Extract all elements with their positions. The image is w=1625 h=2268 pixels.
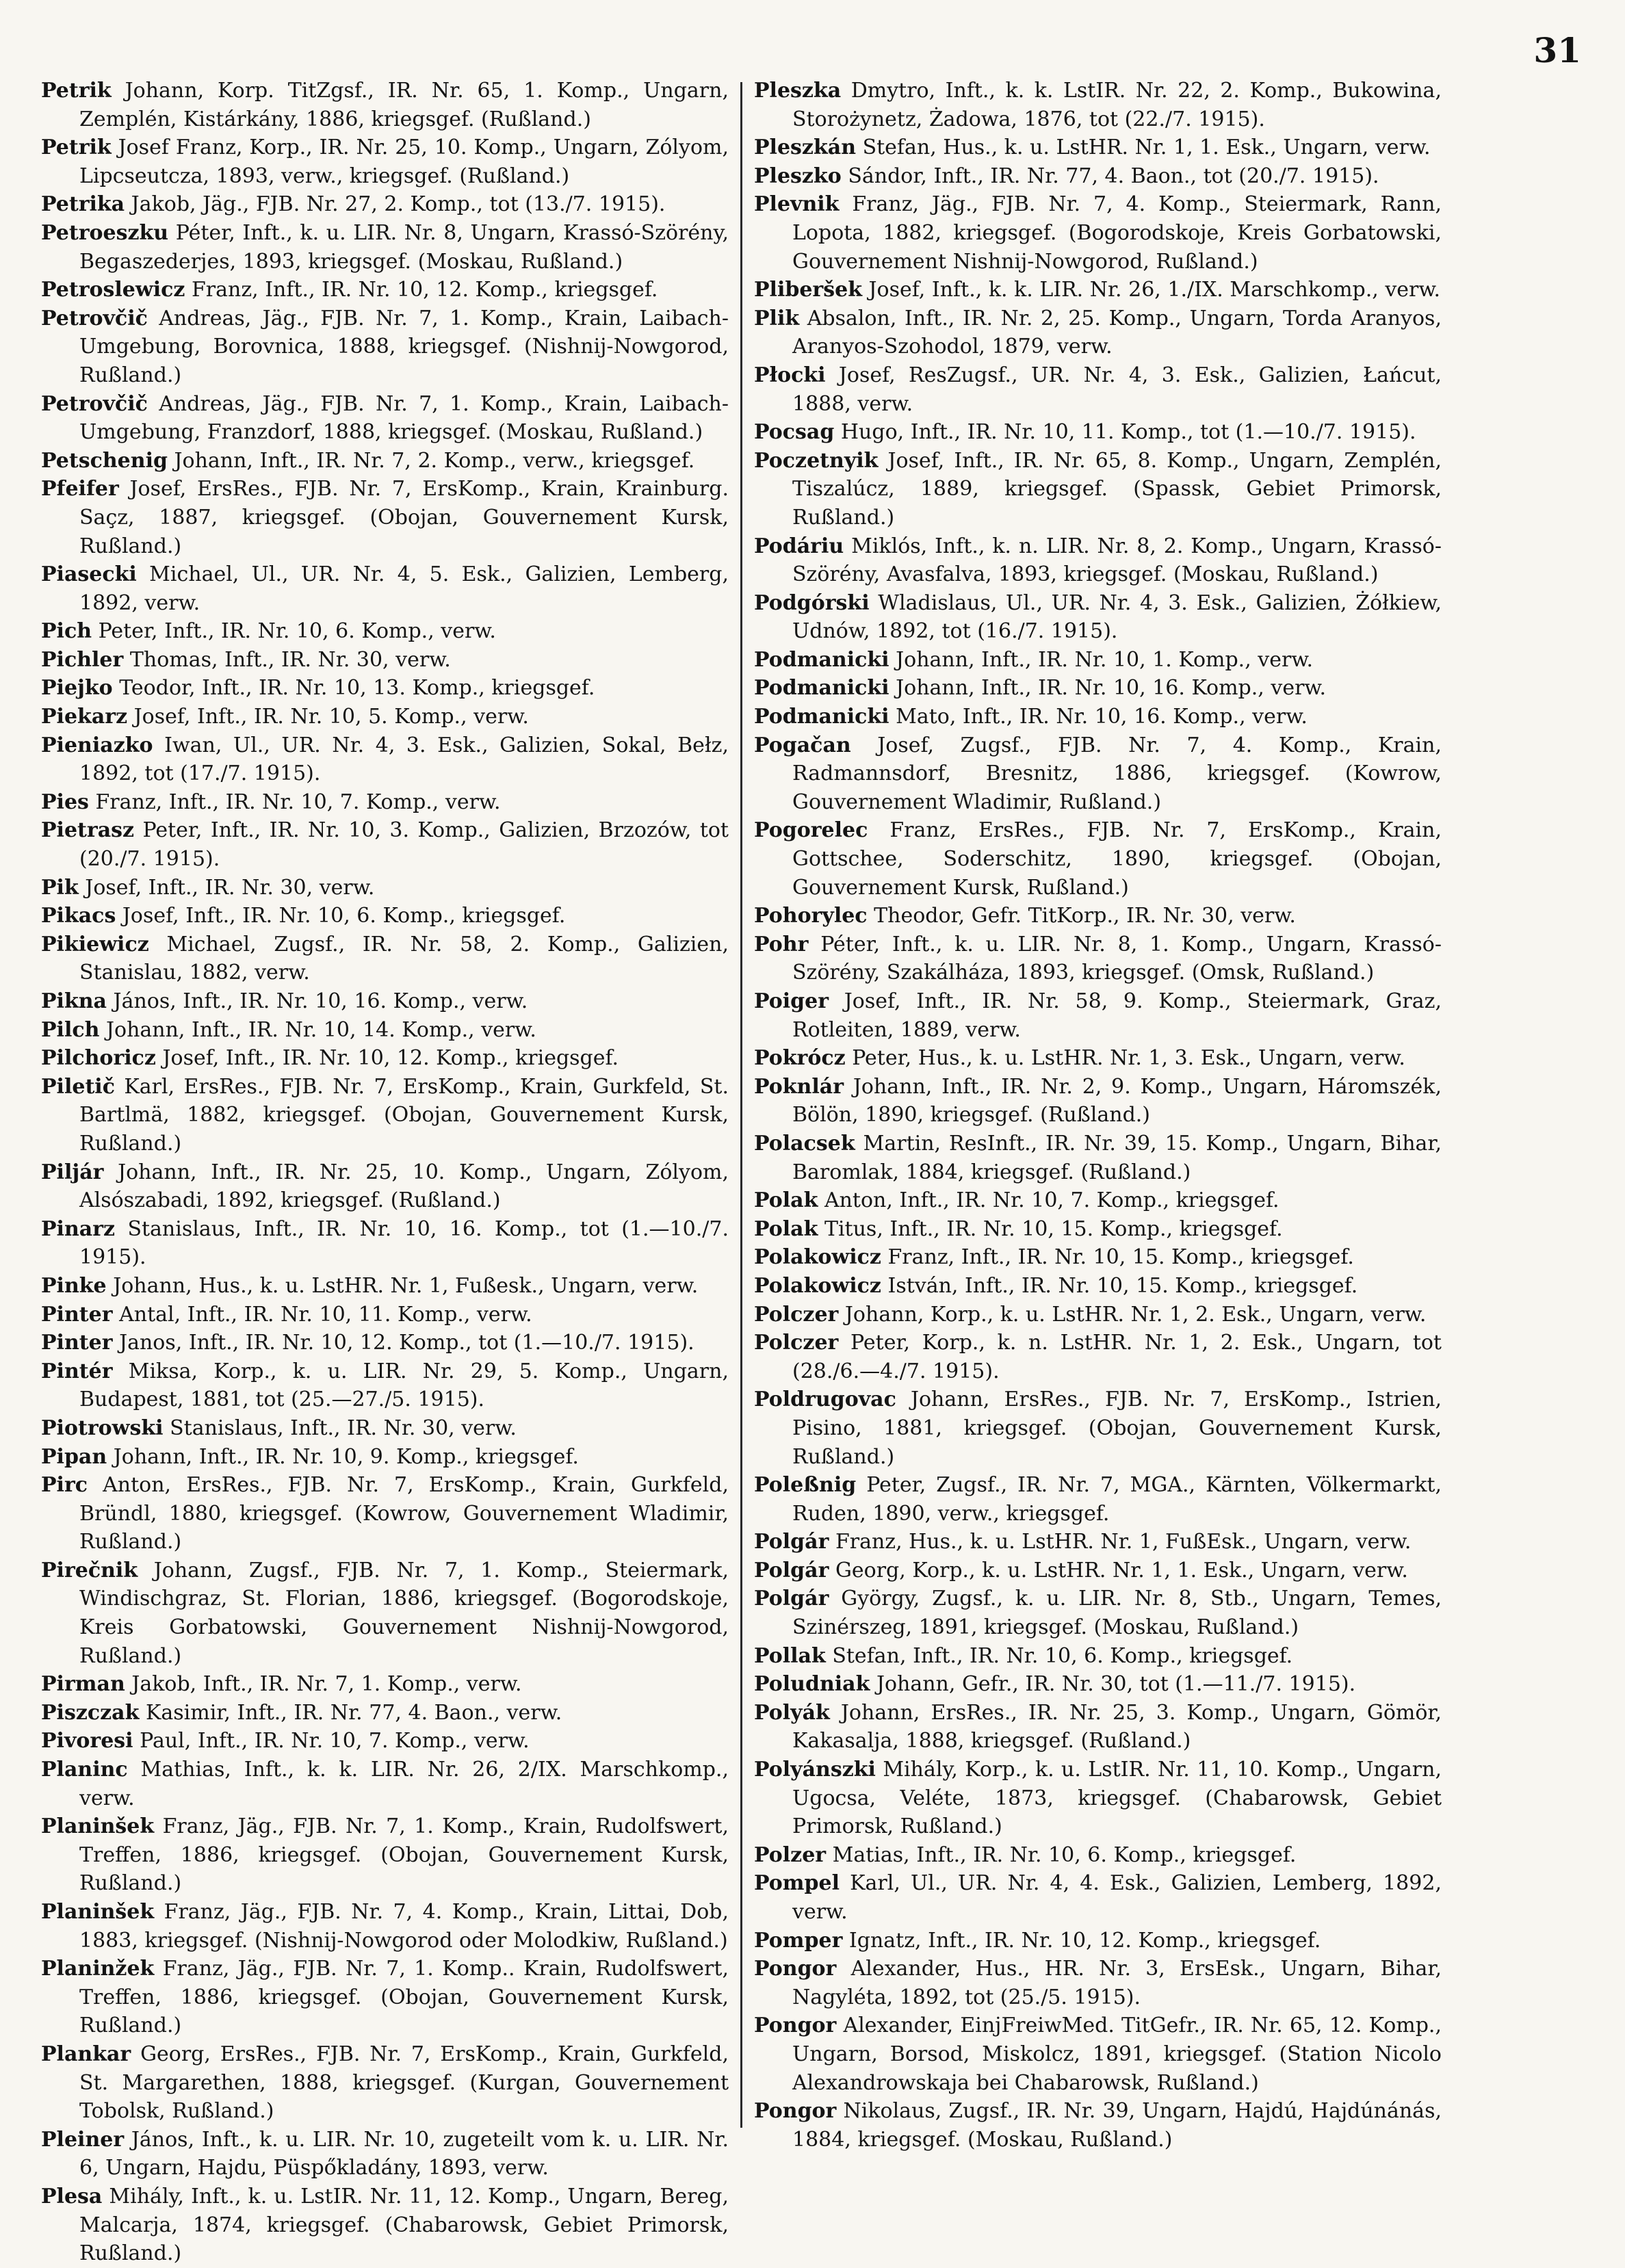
casualty-entry	[754, 1841, 1442, 1870]
entry-surname: Poknlár	[754, 1074, 844, 1099]
entry-surname: Pivoresi	[41, 1729, 133, 1754]
casualty-entry	[41, 674, 729, 703]
casualty-entry	[41, 788, 729, 817]
entry-details: Josef, Inft., IR. Nr. 30, verw.	[85, 875, 375, 900]
entry-details: Josef Franz, Korp., IR. Nr. 25, 10. Komp., Ungarn, Zólyom, Lipcseutcza, 1893, verw., kriegsgef. (Rußland.)	[79, 135, 729, 188]
casualty-entry	[41, 190, 729, 219]
entry-details: Johann, Inft., IR. Nr. 7, 2. Komp., verw., kriegsgef.	[174, 448, 695, 473]
entry-surname: Pieniazko	[41, 733, 153, 757]
entry-surname: Polak	[754, 1188, 818, 1213]
entry-surname: Podmanicki	[754, 647, 889, 672]
entry-surname: Plevnik	[754, 192, 840, 217]
entry-details: Josef, ErsRes., FJB. Nr. 7, ErsKomp., Krain, Krainburg. Saçz, 1887, kriegsgef. (Obojan, Gouvernement Kursk, Rußland.)	[79, 477, 729, 558]
casualty-entry	[754, 1585, 1442, 1641]
entry-surname: Pietrasz	[41, 818, 135, 843]
casualty-entry	[754, 1215, 1442, 1244]
casualty-entry	[754, 447, 1442, 532]
entry-details: Johann, ErsRes., FJB. Nr. 7, ErsKomp., Istrien, Pisino, 1881, kriegsgef. (Obojan, Gouvernement Kursk, Rußland.)	[792, 1387, 1442, 1469]
entry-details: Josef, Inft., IR. Nr. 65, 8. Komp., Ungarn, Zemplén, Tiszalúcz, 1889, kriegsgef. (Spassk, Gebiet Primorsk, Rußland.)	[792, 448, 1442, 530]
entry-surname: Pohr	[754, 932, 809, 956]
entry-details: Michael, Zugsf., IR. Nr. 58, 2. Komp., Galizien, Stanislau, 1882, verw.	[79, 932, 729, 985]
entry-surname: Petrik	[41, 79, 112, 103]
entry-details: Johann, Gefr., IR. Nr. 30, tot (1.—11./7. 1915).	[876, 1672, 1356, 1697]
casualty-entry	[754, 532, 1442, 589]
entry-details: Dmytro, Inft., k. k. LstIR. Nr. 22, 2. Komp., Bukowina, Storożynetz, Żadowa, 1876, tot (22./7. 1915).	[792, 79, 1442, 131]
casualty-entry	[754, 1642, 1442, 1671]
entry-surname: Pik	[41, 875, 79, 900]
casualty-entry	[754, 1756, 1442, 1841]
entry-details: Johann, Inft., IR. Nr. 10, 14. Komp., verw.	[105, 1017, 536, 1042]
entry-details: Franz, Jäg., FJB. Nr. 7, 1. Komp.. Krain, Rudolfswert, Treffen, 1886, kriegsgef. (Obojan, Gouvernement Kursk, Rußland.)	[79, 1957, 729, 2038]
entry-details: Josef, Inft., k. k. LIR. Nr. 26, 1./IX. Marschkomp., verw.	[868, 278, 1441, 302]
entry-surname: Petroeszku	[41, 220, 169, 245]
casualty-entry	[754, 2011, 1442, 2097]
casualty-entry	[41, 731, 729, 788]
casualty-entry	[754, 930, 1442, 987]
entry-surname: Polgár	[754, 1558, 829, 1582]
entry-details: Martin, ResInft., IR. Nr. 39, 15. Komp., Ungarn, Bihar, Baromlak, 1884, kriegsgef. (Rußland.)	[792, 1131, 1442, 1184]
casualty-entry	[41, 1073, 729, 1158]
entry-details: Nikolaus, Zugsf., IR. Nr. 39, Ungarn, Hajdú, Hajdúnánás, 1884, kriegsgef. (Moskau, Rußland.)	[792, 2099, 1442, 2152]
entry-surname: Pfeifer	[41, 477, 119, 501]
casualty-entry	[754, 418, 1442, 447]
casualty-entry	[41, 276, 729, 304]
entry-details: Peter, Inft., IR. Nr. 10, 3. Komp., Galizien, Brzozów, tot (20./7. 1915).	[79, 818, 729, 872]
entry-details: Franz, Hus., k. u. LstHR. Nr. 1, FußEsk., Ungarn, verw.	[835, 1530, 1412, 1554]
casualty-entry	[41, 447, 729, 475]
casualty-entry	[754, 1130, 1442, 1186]
entry-surname: Pliberšek	[754, 278, 862, 302]
entry-surname: Podmanicki	[754, 705, 889, 729]
entry-surname: Petroslewicz	[41, 278, 185, 302]
entry-details: Franz, Jäg., FJB. Nr. 7, 1. Komp., Krain, Rudolfswert, Treffen, 1886, kriegsgef. (Obojan, Gouvernement Kursk, Rußland.)	[79, 1814, 729, 1896]
casualty-entry	[41, 219, 729, 276]
entry-details: Andreas, Jäg., FJB. Nr. 7, 1. Komp., Krain, Laibach-Umgebung, Borovnica, 1888, kriegsgef. (Nishnij-Nowgorod, Rußland.)	[79, 306, 729, 387]
casualty-entry	[754, 1528, 1442, 1556]
casualty-entry	[41, 1272, 729, 1301]
entry-surname: Planinc	[41, 1758, 128, 1782]
casualty-entry	[754, 902, 1442, 930]
left-column	[41, 77, 729, 2268]
entry-details: Titus, Inft., IR. Nr. 10, 15. Komp., kriegsgef.	[824, 1216, 1283, 1241]
entry-surname: Poleßnig	[754, 1473, 857, 1498]
entry-details: Sándor, Inft., IR. Nr. 77, 4. Baon., tot (20./7. 1915).	[848, 164, 1379, 188]
entry-surname: Pongor	[754, 2013, 837, 2038]
entry-details: Georg, Korp., k. u. LstHR. Nr. 1, 1. Esk., Ungarn, verw.	[835, 1558, 1408, 1582]
entry-surname: Pipan	[41, 1444, 107, 1469]
casualty-entry	[754, 1955, 1442, 2011]
casualty-entry	[754, 987, 1442, 1044]
page-number: 31	[1533, 30, 1581, 70]
entry-surname: Piljár	[41, 1160, 104, 1184]
right-column	[754, 77, 1442, 2154]
entry-details: Miksa, Korp., k. u. LIR. Nr. 29, 5. Komp., Ungarn, Budapest, 1881, tot (25.—27./5. 1915).	[79, 1359, 729, 1412]
casualty-entry	[754, 1243, 1442, 1272]
entry-surname: Podmanicki	[754, 676, 889, 701]
entry-surname: Pinter	[41, 1331, 113, 1355]
entry-surname: Pichler	[41, 647, 124, 672]
entry-surname: Plesa	[41, 2184, 103, 2208]
entry-details: Andreas, Jäg., FJB. Nr. 7, 1. Komp., Krain, Laibach-Umgebung, Franzdorf, 1888, kriegsgef. (Moskau, Rußland.)	[79, 391, 729, 445]
entry-surname: Polczer	[754, 1331, 839, 1355]
entry-surname: Pogačan	[754, 733, 851, 757]
casualty-entry	[41, 1357, 729, 1414]
casualty-entry	[754, 674, 1442, 703]
entry-details: Wladislaus, Ul., UR. Nr. 4, 3. Esk., Galizien, Żółkiew, Udnów, 1892, tot (16./7. 1915).	[792, 590, 1442, 644]
entry-surname: Pintér	[41, 1359, 113, 1383]
casualty-entry	[754, 1272, 1442, 1301]
entry-surname: Polakowicz	[754, 1245, 881, 1270]
casualty-entry	[754, 646, 1442, 675]
entry-details: Josef, Zugsf., FJB. Nr. 7, 4. Komp., Krain, Radmannsdorf, Bresnitz, 1886, kriegsgef. (Kowrow, Gouvernement Wladimir, Rußland.)	[792, 733, 1442, 814]
entry-details: Stanislaus, Inft., IR. Nr. 30, verw.	[170, 1416, 517, 1440]
entry-surname: Pleszka	[754, 79, 842, 103]
casualty-entry	[41, 1443, 729, 1472]
entry-details: Matias, Inft., IR. Nr. 10, 6. Komp., kriegsgef.	[832, 1842, 1297, 1867]
casualty-entry	[41, 902, 729, 930]
entry-surname: Pich	[41, 619, 92, 644]
casualty-entry	[41, 930, 729, 987]
casualty-entry	[41, 703, 729, 731]
column-divider	[740, 82, 742, 2128]
entry-surname: Pollak	[754, 1643, 826, 1668]
entry-details: Jakob, Inft., IR. Nr. 7, 1. Komp., verw.	[131, 1672, 522, 1697]
entry-surname: Planinšek	[41, 1814, 155, 1839]
entry-surname: Pilch	[41, 1017, 100, 1042]
casualty-entry	[41, 1301, 729, 1329]
entry-surname: Pinke	[41, 1273, 107, 1298]
entry-surname: Pongor	[754, 2099, 837, 2124]
entry-details: Alexander, EinjFreiwMed. TitGefr., IR. Nr. 65, 12. Komp., Ungarn, Borsod, Miskolcz, 1891, kriegsgef. (Station Nicolo Alexandrowskaja bei Chabarowsk, Rußland.)	[792, 2013, 1442, 2095]
entry-surname: Pleiner	[41, 2127, 125, 2152]
casualty-entry	[41, 1044, 729, 1073]
casualty-entry	[754, 1301, 1442, 1329]
entry-details: György, Zugsf., k. u. LIR. Nr. 8, Stb., Ungarn, Temes, Szinérszeg, 1891, kriegsgef. (Moskau, Rußland.)	[792, 1587, 1442, 1640]
entry-surname: Podáriu	[754, 534, 844, 558]
entry-surname: Polyánszki	[754, 1758, 876, 1782]
entry-surname: Pinarz	[41, 1216, 116, 1241]
entry-details: Peter, Inft., IR. Nr. 10, 6. Komp., verw.	[98, 619, 496, 644]
entry-details: Ignatz, Inft., IR. Nr. 10, 12. Komp., kriegsgef.	[848, 1928, 1321, 1953]
entry-surname: Polczer	[754, 1302, 839, 1327]
entry-details: Franz, Jäg., FJB. Nr. 7, 4. Komp., Krain, Littai, Dob, 1883, kriegsgef. (Nishnij-Nowgorod oder Molodkiw, Rußland.)	[79, 1900, 729, 1953]
entry-surname: Płocki	[754, 363, 826, 387]
casualty-entry	[41, 1414, 729, 1443]
casualty-entry	[754, 133, 1442, 162]
entry-surname: Petrika	[41, 192, 125, 217]
entry-details: Josef, Inft., IR. Nr. 58, 9. Komp., Steiermark, Graz, Rotleiten, 1889, verw.	[792, 989, 1442, 1042]
entry-details: Mathias, Inft., k. k. LIR. Nr. 26, 2/IX. Marschkomp., verw.	[79, 1758, 729, 1810]
casualty-entry	[754, 731, 1442, 817]
entry-details: Johann, Inft., IR. Nr. 10, 1. Komp., verw.	[896, 647, 1313, 672]
entry-surname: Pikacs	[41, 904, 116, 928]
entry-surname: Plankar	[41, 2042, 131, 2066]
casualty-entry	[41, 1158, 729, 1215]
casualty-entry	[754, 77, 1442, 133]
entry-surname: Pirečnik	[41, 1558, 138, 1582]
entry-details: Josef, Inft., IR. Nr. 10, 6. Komp., kriegsgef.	[122, 904, 566, 928]
casualty-entry	[754, 1471, 1442, 1528]
casualty-entry	[41, 2126, 729, 2182]
entry-details: János, Inft., IR. Nr. 10, 16. Komp., verw.	[113, 989, 528, 1013]
entry-surname: Poludniak	[754, 1672, 870, 1697]
casualty-entry	[41, 617, 729, 646]
casualty-entry	[41, 1215, 729, 1272]
entry-surname: Pohorylec	[754, 904, 868, 928]
entry-surname: Pilchoricz	[41, 1046, 156, 1071]
casualty-entry	[754, 1329, 1442, 1385]
entry-surname: Pongor	[754, 1957, 837, 1981]
entry-details: Peter, Zugsf., IR. Nr. 7, MGA., Kärnten, Völkermarkt, Ruden, 1890, verw., kriegsgef.	[792, 1473, 1442, 1526]
entry-details: Theodor, Gefr. TitKorp., IR. Nr. 30, verw.	[874, 904, 1296, 928]
entry-surname: Pikiewicz	[41, 932, 149, 956]
casualty-entry	[754, 2097, 1442, 2154]
entry-details: Johann, Hus., k. u. LstHR. Nr. 1, Fußesk., Ungarn, verw.	[113, 1273, 699, 1298]
entry-surname: Petrovčič	[41, 391, 148, 416]
entry-details: Jakob, Jäg., FJB. Nr. 27, 2. Komp., tot (13./7. 1915).	[131, 192, 666, 217]
casualty-entry	[41, 77, 729, 133]
entry-details: Michael, Ul., UR. Nr. 4, 5. Esk., Galizien, Lemberg, 1892, verw.	[79, 562, 729, 615]
entry-surname: Planinžek	[41, 1957, 155, 1981]
entry-surname: Pies	[41, 790, 89, 814]
casualty-entry	[41, 304, 729, 390]
entry-surname: Piasecki	[41, 562, 137, 587]
entry-details: Anton, Inft., IR. Nr. 10, 7. Komp., kriegsgef.	[824, 1188, 1279, 1213]
entry-details: Karl, ErsRes., FJB. Nr. 7, ErsKomp., Krain, Gurkfeld, St. Bartlmä, 1882, kriegsgef. (Obojan, Gouvernement Kursk, Rußland.)	[79, 1074, 729, 1156]
casualty-entry	[41, 1898, 729, 1955]
entry-details: Franz, Jäg., FJB. Nr. 7, 4. Komp., Steiermark, Rann, Lopota, 1882, kriegsgef. (Bogorodskoje, Kreis Gorbatowski, Gouvernement Nishnij-Nowgorod, Rußland.)	[792, 192, 1442, 274]
casualty-entry	[754, 304, 1442, 361]
casualty-entry	[41, 1727, 729, 1756]
entry-details: Johann, Korp., k. u. LstHR. Nr. 1, 2. Esk., Ungarn, verw.	[844, 1302, 1427, 1327]
entry-surname: Petschenig	[41, 448, 168, 473]
entry-details: Georg, ErsRes., FJB. Nr. 7, ErsKomp., Krain, Gurkfeld, St. Margarethen, 1888, kriegsgef. (Kurgan, Gouvernement Tobolsk, Rußland.)	[79, 2042, 729, 2124]
casualty-entry	[41, 475, 729, 560]
entry-surname: Pogorelec	[754, 818, 868, 843]
entry-details: István, Inft., IR. Nr. 10, 15. Komp., kriegsgef.	[887, 1273, 1358, 1298]
entry-details: János, Inft., k. u. LIR. Nr. 10, zugeteilt vom k. u. LIR. Nr. 6, Ungarn, Hajdu, Püspőkladány, 1893, verw.	[79, 2127, 729, 2180]
entry-details: Johann, Inft., IR. Nr. 2, 9. Komp., Ungarn, Háromszék, Bölön, 1890, kriegsgef. (Rußland.)	[792, 1074, 1442, 1128]
entry-details: Absalon, Inft., IR. Nr. 2, 25. Komp., Ungarn, Torda Aranyos, Aranyos-Szohodol, 1879, verw.	[792, 306, 1442, 359]
entry-details: Johann, Korp. TitZgsf., IR. Nr. 65, 1. Komp., Ungarn, Zemplén, Kistárkány, 1886, kriegsgef. (Rußland.)	[79, 79, 729, 131]
casualty-entry	[754, 1927, 1442, 1955]
entry-details: Janos, Inft., IR. Nr. 10, 12. Komp., tot (1.—10./7. 1915).	[119, 1331, 694, 1355]
casualty-entry	[41, 560, 729, 617]
entry-details: Johann, ErsRes., IR. Nr. 25, 3. Komp., Ungarn, Gömör, Kakasalja, 1888, kriegsgef. (Rußland.)	[792, 1700, 1442, 1754]
casualty-entry	[41, 646, 729, 675]
entry-surname: Piekarz	[41, 705, 128, 729]
entry-details: Teodor, Inft., IR. Nr. 10, 13. Komp., kriegsgef.	[119, 676, 595, 701]
entry-surname: Piejko	[41, 676, 113, 701]
entry-details: Thomas, Inft., IR. Nr. 30, verw.	[129, 647, 451, 672]
entry-surname: Piotrowski	[41, 1416, 164, 1440]
casualty-entry	[754, 276, 1442, 304]
entry-details: Stefan, Hus., k. u. LstHR. Nr. 1, 1. Esk., Ungarn, verw.	[862, 135, 1431, 160]
entry-details: Anton, ErsRes., FJB. Nr. 7, ErsKomp., Krain, Gurkfeld, Bründl, 1880, kriegsgef. (Kowrow, Gouvernement Wladimir, Rußland.)	[79, 1473, 729, 1554]
entry-surname: Poldrugovac	[754, 1387, 896, 1412]
entry-surname: Petrik	[41, 135, 112, 160]
casualty-entry	[41, 816, 729, 873]
entry-surname: Piszczak	[41, 1700, 140, 1725]
casualty-entry	[754, 1186, 1442, 1215]
casualty-entry	[754, 1699, 1442, 1756]
entry-details: Alexander, Hus., HR. Nr. 3, ErsEsk., Ungarn, Bihar, Nagyléta, 1892, tot (25./5. 1915).	[792, 1957, 1442, 2009]
entry-surname: Piletič	[41, 1074, 115, 1099]
entry-details: Franz, ErsRes., FJB. Nr. 7, ErsKomp., Krain, Gottschee, Soderschitz, 1890, kriegsgef. (Obojan, Gouvernement Kursk, Rußland.)	[792, 818, 1442, 900]
entry-surname: Pirc	[41, 1473, 88, 1498]
entry-details: Kasimir, Inft., IR. Nr. 77, 4. Baon., verw.	[145, 1700, 562, 1725]
entry-surname: Polakowicz	[754, 1273, 881, 1298]
entry-surname: Polgár	[754, 1587, 829, 1611]
entry-surname: Pikna	[41, 989, 107, 1013]
entry-details: Antal, Inft., IR. Nr. 10, 11. Komp., verw.	[119, 1302, 532, 1327]
entry-details: Paul, Inft., IR. Nr. 10, 7. Komp., verw.	[140, 1729, 530, 1754]
casualty-entry	[41, 987, 729, 1016]
casualty-entry	[754, 816, 1442, 902]
entry-details: Stanislaus, Inft., IR. Nr. 10, 16. Komp., tot (1.—10./7. 1915).	[79, 1216, 729, 1270]
entry-details: Mihály, Inft., k. u. LstIR. Nr. 11, 12. Komp., Ungarn, Bereg, Malcarja, 1874, kriegsgef. (Chabarowsk, Gebiet Primorsk, Rußland.)	[79, 2184, 729, 2266]
casualty-entry	[754, 162, 1442, 191]
entry-details: Josef, Inft., IR. Nr. 10, 5. Komp., verw.	[133, 705, 529, 729]
entry-details: Mato, Inft., IR. Nr. 10, 16. Komp., verw.	[896, 705, 1308, 729]
casualty-entry	[41, 1699, 729, 1728]
casualty-entry	[41, 874, 729, 902]
casualty-entry	[754, 1670, 1442, 1699]
entry-details: Peter, Hus., k. u. LstHR. Nr. 1, 3. Esk., Ungarn, verw.	[852, 1046, 1405, 1071]
entry-surname: Polacsek	[754, 1131, 855, 1156]
casualty-entry	[754, 1044, 1442, 1073]
entry-details: Johann, Inft., IR. Nr. 10, 9. Komp., kriegsgef.	[113, 1444, 579, 1469]
casualty-entry	[754, 1385, 1442, 1471]
entry-surname: Polzer	[754, 1842, 827, 1867]
casualty-entry	[754, 1556, 1442, 1585]
casualty-entry	[41, 1471, 729, 1556]
entry-surname: Poczetnyik	[754, 448, 879, 473]
entry-surname: Pleszkán	[754, 135, 857, 160]
entry-surname: Pirman	[41, 1672, 125, 1697]
entry-details: Johann, Inft., IR. Nr. 10, 16. Komp., verw.	[896, 676, 1327, 701]
entry-details: Peter, Korp., k. n. LstHR. Nr. 1, 2. Esk., Ungarn, tot (28./6.—4./7. 1915).	[792, 1331, 1442, 1383]
entry-details: Stefan, Inft., IR. Nr. 10, 6. Komp., kriegsgef.	[832, 1643, 1293, 1668]
entry-surname: Plik	[754, 306, 800, 330]
entry-details: Miklós, Inft., k. n. LIR. Nr. 8, 2. Komp., Ungarn, Krassó-Szörény, Avasfalva, 1893, kriegsgef. (Moskau, Rußland.)	[792, 534, 1442, 587]
casualty-entry	[41, 1812, 729, 1898]
entry-details: Hugo, Inft., IR. Nr. 10, 11. Komp., tot (1.—10./7. 1915).	[840, 420, 1416, 445]
casualty-entry	[41, 1670, 729, 1699]
entry-surname: Petrovčič	[41, 306, 148, 330]
entry-details: Iwan, Ul., UR. Nr. 4, 3. Esk., Galizien, Sokal, Bełz, 1892, tot (17./7. 1915).	[79, 733, 729, 786]
entry-details: Mihály, Korp., k. u. LstIR. Nr. 11, 10. Komp., Ungarn, Ugocsa, Veléte, 1873, kriegsgef. (Chabarowsk, Gebiet Primorsk, Rußland.)	[792, 1758, 1442, 1839]
casualty-entry	[754, 361, 1442, 418]
casualty-entry	[41, 1329, 729, 1357]
entry-details: Franz, Inft., IR. Nr. 10, 12. Komp., kriegsgef.	[191, 278, 658, 302]
entry-details: Johann, Zugsf., FJB. Nr. 7, 1. Komp., Steiermark, Windischgraz, St. Florian, 1886, kriegsgef. (Bogorodskoje, Kreis Gorbatowski, Gouvernement Nishnij-Nowgorod, Rußland.)	[79, 1558, 729, 1668]
entry-surname: Pinter	[41, 1302, 113, 1327]
casualty-entry	[754, 190, 1442, 276]
casualty-entry	[41, 390, 729, 447]
entry-details: Péter, Inft., k. u. LIR. Nr. 8, 1. Komp., Ungarn, Krassó-Szörény, Szakálháza, 1893, kriegsgef. (Omsk, Rußland.)	[792, 932, 1442, 985]
entry-surname: Planinšek	[41, 1900, 155, 1924]
entry-details: Karl, Ul., UR. Nr. 4, 4. Esk., Galizien, Lemberg, 1892, verw.	[792, 1871, 1442, 1924]
entry-surname: Polak	[754, 1216, 818, 1241]
entry-surname: Pleszko	[754, 164, 842, 188]
entry-surname: Pokrócz	[754, 1046, 846, 1071]
entry-surname: Pompel	[754, 1871, 840, 1896]
entry-surname: Podgórski	[754, 590, 870, 615]
entry-details: Franz, Inft., IR. Nr. 10, 7. Komp., verw.	[95, 790, 501, 814]
casualty-entry	[754, 1073, 1442, 1130]
entry-details: Péter, Inft., k. u. LIR. Nr. 8, Ungarn, Krassó-Szörény, Begaszederjes, 1893, kriegsgef. (Moskau, Rußland.)	[79, 220, 729, 274]
entry-surname: Pocsag	[754, 420, 835, 445]
entry-surname: Poiger	[754, 989, 829, 1013]
casualty-entry	[754, 1869, 1442, 1926]
casualty-entry	[41, 1016, 729, 1045]
entry-details: Johann, Inft., IR. Nr. 25, 10. Komp., Ungarn, Zólyom, Alsószabadi, 1892, kriegsgef. (Rußland.)	[79, 1160, 729, 1213]
casualty-entry	[41, 1756, 729, 1812]
casualty-entry	[754, 589, 1442, 646]
entry-details: Franz, Inft., IR. Nr. 10, 15. Komp., kriegsgef.	[887, 1245, 1354, 1270]
entry-details: Josef, Inft., IR. Nr. 10, 12. Komp., kriegsgef.	[162, 1046, 619, 1071]
entry-surname: Polgár	[754, 1530, 829, 1554]
casualty-entry	[754, 703, 1442, 731]
casualty-entry	[41, 2182, 729, 2268]
entry-surname: Polyák	[754, 1700, 830, 1725]
casualty-entry	[41, 133, 729, 190]
entry-surname: Pomper	[754, 1928, 843, 1953]
casualty-entry	[41, 2040, 729, 2126]
casualty-entry	[41, 1955, 729, 2040]
entry-details: Josef, ResZugsf., UR. Nr. 4, 3. Esk., Galizien, Łańcut, 1888, verw.	[792, 363, 1442, 416]
casualty-entry	[41, 1556, 729, 1670]
